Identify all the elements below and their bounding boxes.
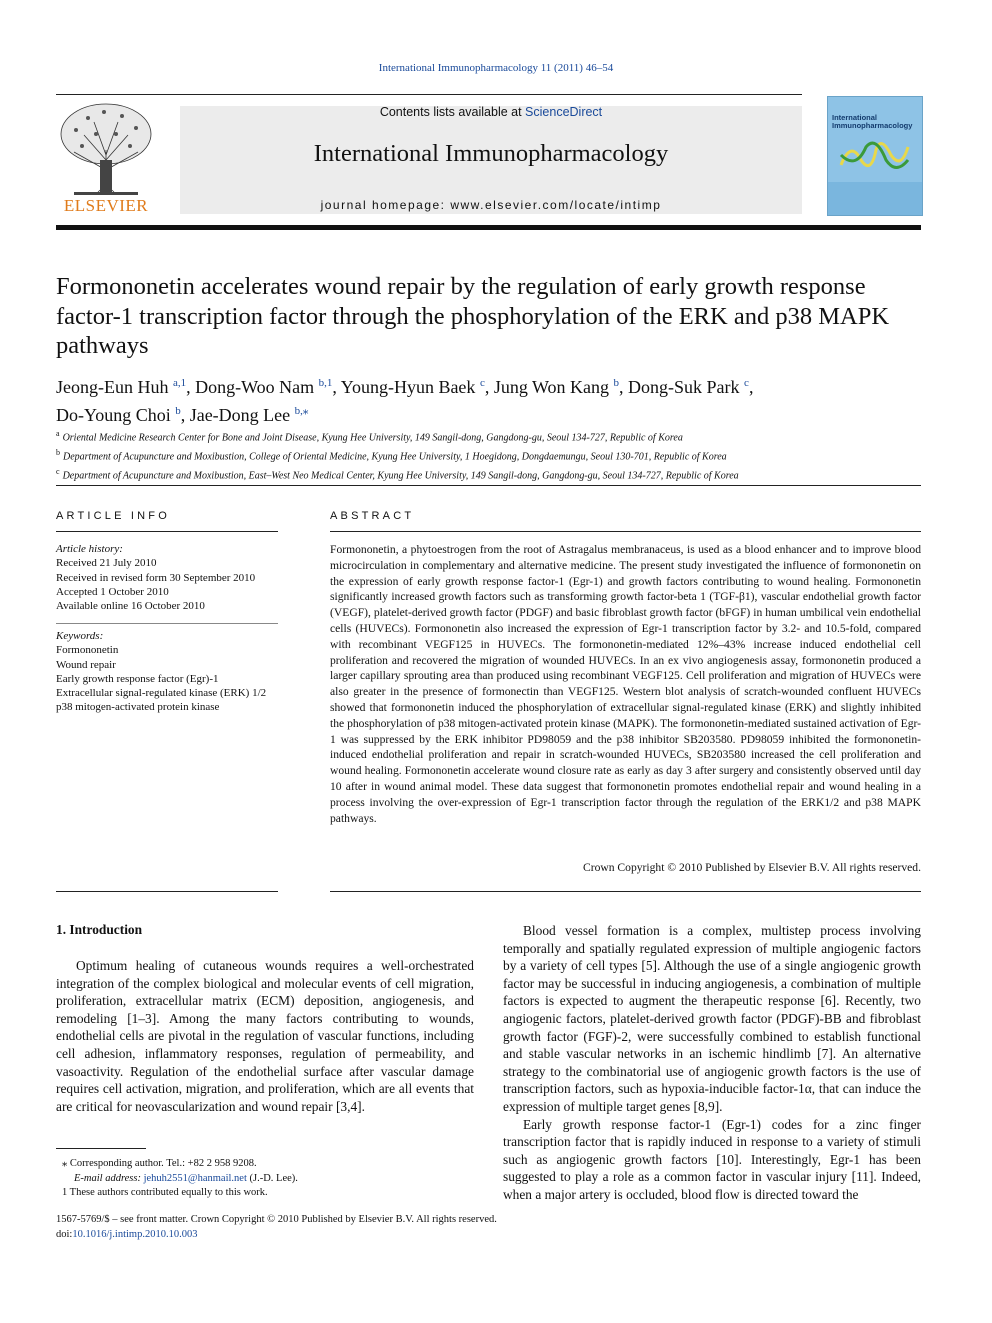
keyword: Formononetin xyxy=(56,644,119,657)
keyword: Wound repair xyxy=(56,658,116,671)
author-separator: , xyxy=(619,377,629,397)
abstract-rule xyxy=(330,531,921,532)
affiliation-list xyxy=(56,427,926,483)
author-name: Dong-Woo Nam xyxy=(195,377,315,397)
publisher-wordmark: ELSEVIER xyxy=(63,196,149,215)
author-name: Jung Won Kang xyxy=(493,377,610,397)
paragraph: Blood vessel formation is a complex, multistep process involving temporally and spatially regulated expression of multiple angiogenic factors by a variety of cell types [5]. Although the use of a single angiogenic growth factor may be successful in inducing angiogenesis, a combination of multiple factors is expected to augment the therapeutic response [6]. Recently, two angiogenic factors, platelet-derived growth factor (PDGF)-BB and fibroblast growth factor (FGF)-2, were successfully combined to establish functional and stable vascular networks in an ischemic hindlimb [7]. An alternative strategy to the combinatorial use of angiogenic growth factors is the use of transcription factors, such as hypoxia-inducible factor-1α, that can induce the expression of multiple target genes [8,9]. xyxy=(503,923,921,1114)
contents-prefix: Contents lists available at xyxy=(379,105,526,119)
abstract-heading: ABSTRACT xyxy=(330,510,415,522)
abstract-text: Formononetin, a phytoestrogen from the root of Astragalus membranaceus, is used as a blood enhancer and to improve blood microcirculation in complementary and alternative medicine. The present study investigated the influence of formononetin on the expression of early growth response factor-1 (Egr-1) and growth factors contributing to wound healing. Formononetin significantly increased growth factors such as transforming growth factor-beta 1 (TGF-β1), vascular endothelial growth factor (VEGF), platelet-derived growth factor (PDGF) and basic fibroblast growth factor (bFGF) in human umbilical vein endothelial cells (HUVECs). Formononetin also increased the expression of Egr-1 transcription factor by 3.2- and 10.5-fold, compared with recombinant VEGF125 in HUVECs. The formononetin-mediated 12%–43% increase induced endothelial cell proliferation and recovered the migration of wounded HUVECs. In an ex vivo angiogenesis assay, formononetin produced a larger capillary sprouting area than produced using recombinant VEGF125. Cell proliferation and migration of HUVECs were also greater in the presence of formonectin than VEGF125. Western blot analysis of scratch-wounded confluent HUVECs showed that formononetin induced the phosphorylation of extracellular signal-regulated kinase (ERK) and slightly inhibited the phosphorylation of p38 mitogen-activated protein kinase (MAPK). The formononetin-mediated sustained activation of Egr-1 was suppressed by the ERK inhibitor PD98059 and the p38 inhibitor SB203580. PD98059 inhibited the formononetin-induced endothelial proliferation and repair in scratch-wounded HUVECs, SB203580 increased the cell proliferation and wound healing. Formononetin accelerate wound closure rate as early as day 3 after surgery and consistently observed until day 10 after in wound animal model. These data suggest that formononetin promotes endothelial repair and wound healing in a process involving the over-expression of Egr-1 transcription factor through the regulation of the ERK1/2 and p38 MAPK pathways. xyxy=(330,543,921,825)
issn-line: 1567-5769/$ – see front matter. Crown Copyright © 2010 Published by Elsevier B.V. All rights reserved. xyxy=(56,1214,497,1225)
section-heading: 1. Introduction xyxy=(56,922,143,937)
keyword: Early growth response factor (Egr)-1 xyxy=(56,672,219,685)
header-thick-rule xyxy=(56,225,921,230)
author-separator: , xyxy=(748,377,754,397)
email-link[interactable]: jehuh2551@hanmail.net xyxy=(143,1172,247,1184)
cover-lower-band xyxy=(828,182,922,215)
email-label: E-mail address: xyxy=(74,1172,141,1184)
author-name: Jae-Dong Lee xyxy=(189,405,291,425)
author-separator: , xyxy=(332,377,341,397)
history-item: Received in revised form 30 September 2010 xyxy=(56,571,256,584)
article-title: Formononetin accelerates wound repair by the regulation of early growth response factor-1 transcription factor through the phosphorylation of the ERK and p38 MAPK pathways xyxy=(56,273,890,359)
history-label: Article history: xyxy=(56,543,123,555)
footnote-rule xyxy=(56,1148,146,1149)
author-name: Young-Hyun Baek xyxy=(340,377,476,397)
elsevier-logo[interactable] xyxy=(54,100,158,218)
author-name: Do-Young Choi xyxy=(56,405,171,425)
corresponding-author-note: ⁎ Corresponding author. Tel.: +82 2 958 9208. xyxy=(62,1158,257,1169)
article-history xyxy=(56,542,281,613)
history-item: Received 21 July 2010 xyxy=(56,557,157,570)
paragraph: Optimum healing of cutaneous wounds requires a well-orchestrated integration of the complex biological and molecular events of cell migration, proliferation, extracellular matrix (ECM) deposition, angiogenesis, and remodeling [1–3]. Among the many factors contributing to wounds, endothelial cells are pivotal in the regulation of vascular functions, including cell adhesion, inflammatory responses, regulation of permeability, and vasoactivity. Regulation of the endothelial surface after vascular damage requires cell activation, migration, and proliferation, which are all events that are critical for neovascularization and wound repair [3,4]. xyxy=(56,958,474,1114)
journal-name: International Immunopharmacology xyxy=(313,140,669,167)
history-item: Accepted 1 October 2010 xyxy=(56,585,169,598)
keyword: Extracellular signal-regulated kinase (ERK) 1/2 xyxy=(56,687,267,700)
front-matter xyxy=(56,1213,497,1242)
header-top-rule xyxy=(56,94,802,95)
affiliation xyxy=(56,465,926,484)
affiliation-rule xyxy=(56,485,921,486)
author-affil-marker[interactable]: c xyxy=(744,377,749,389)
affiliation-letter: b xyxy=(56,447,60,457)
contents-line xyxy=(180,105,802,119)
author xyxy=(494,377,628,397)
keywords-label: Keywords: xyxy=(56,630,104,642)
keyword: p38 mitogen-activated protein kinase xyxy=(56,701,220,714)
affiliation-text: Department of Acupuncture and Moxibustion, East–West Neo Medical Center, Kyung Hee University, 149 Sangil-dong, Gangdong-gu, Seoul 134-727, Republic of Korea xyxy=(62,469,739,481)
author-list xyxy=(56,371,926,427)
affiliation xyxy=(56,427,926,446)
equal-contribution-note: 1 These authors contributed equally to this work. xyxy=(62,1187,268,1198)
author-name: Jeong-Eun Huh xyxy=(56,377,169,397)
cover-title-line-1: International xyxy=(832,113,878,122)
author-separator: , xyxy=(180,405,190,425)
cover-title xyxy=(832,114,922,130)
doi-link[interactable]: 10.1016/j.intimp.2010.10.003 xyxy=(72,1228,198,1240)
author-affil-marker[interactable]: a,1 xyxy=(172,377,187,389)
author xyxy=(190,405,309,425)
author xyxy=(341,377,494,397)
author xyxy=(195,377,341,397)
journal-citation[interactable]: International Immunopharmacology 11 (2011) 46–54 xyxy=(378,62,614,74)
affiliation-letter: a xyxy=(56,429,60,438)
author xyxy=(56,377,195,397)
affiliation-letter: c xyxy=(56,466,60,476)
abstract-bottom-rule xyxy=(330,891,921,892)
article-info-heading: ARTICLE INFO xyxy=(56,510,170,522)
email-line xyxy=(62,1172,482,1187)
intro-right-column xyxy=(503,922,921,1204)
article-info-bottom-rule xyxy=(56,891,278,892)
author-affil-marker[interactable]: b xyxy=(613,377,620,389)
affiliation-text: Oriental Medicine Research Center for Bone and Joint Disease, Kyung Hee University, 149 Sangil-dong, Gangdong-gu, Seoul 134-727, Republic of Korea xyxy=(62,432,683,444)
email-suffix: (J.-D. Lee). xyxy=(246,1172,298,1184)
keywords xyxy=(56,629,281,715)
journal-cover[interactable] xyxy=(827,96,923,216)
affiliation-text: Department of Acupuncture and Moxibustion, College of Oriental Medicine, Kyung Hee University, 1 Hoegidong, Dongdaemungu, Seoul 130-701, Republic of Korea xyxy=(63,451,727,463)
doi-line xyxy=(56,1228,497,1243)
author xyxy=(56,405,190,425)
article-info-rule xyxy=(56,531,278,532)
author-affil-marker[interactable]: b xyxy=(175,405,181,417)
abstract-copyright: Crown Copyright © 2010 Published by Elsevier B.V. All rights reserved. xyxy=(582,861,921,874)
keywords-rule xyxy=(56,623,278,624)
footnotes xyxy=(62,1157,482,1201)
cover-title-line-2: Immunopharmacology xyxy=(832,121,913,130)
author-name: Dong-Suk Park xyxy=(628,377,740,397)
author-affil-marker[interactable]: b,1 xyxy=(318,377,333,389)
history-item: Available online 16 October 2010 xyxy=(56,600,205,613)
affiliation xyxy=(56,446,926,465)
author-affil-marker[interactable]: c xyxy=(479,377,485,389)
sciencedirect-link[interactable]: ScienceDirect xyxy=(525,105,603,119)
doi-label: doi: xyxy=(56,1228,73,1240)
author-separator: , xyxy=(186,377,196,397)
author-affil-marker[interactable]: b,⁎ xyxy=(294,405,309,417)
intro-left-column xyxy=(56,957,474,1115)
paragraph: Early growth response factor-1 (Egr-1) codes for a zinc finger transcription factor that is rapidly induced in response to a variety of stimuli such as angiogenic growth factors [10]. Interestingly, Egr-1 has been suggested to play a role as a common factor in vascular injury [11]. Indeed, when a major artery is occluded, blood flow is directed toward the xyxy=(503,1116,921,1202)
journal-homepage[interactable]: journal homepage: www.elsevier.com/locate/intimp xyxy=(320,198,662,212)
cover-molecule-icon xyxy=(836,135,914,175)
author xyxy=(628,377,753,397)
author-separator: , xyxy=(484,377,494,397)
